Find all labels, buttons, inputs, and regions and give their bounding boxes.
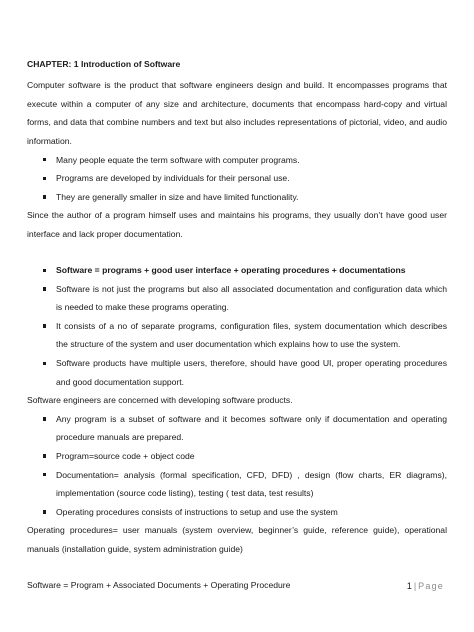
document-body	[27, 55, 447, 594]
list-item	[27, 317, 447, 354]
paragraph-engineers: Software engineers are concerned with developing software products.	[27, 395, 293, 406]
software-definition-text: Software = programs + good user interface + operating procedures + documentations	[56, 265, 406, 276]
blank-line	[27, 559, 447, 576]
list-item-text: Documentation= analysis (formal specification, CFD, DFD) , design (flow charts, ER diagrams), implementation (source code listing), testing ( test data, test results)	[56, 469, 447, 499]
bullet-icon	[43, 473, 46, 476]
page-footer	[407, 581, 444, 591]
bullet-icon	[43, 269, 46, 272]
list-item	[27, 354, 447, 391]
list-item	[27, 169, 447, 188]
paragraph-operating-procedures: Operating procedures= user manuals (system overview, beginner’s guide, reference guide), operational manuals (installation guide, system administration guide)	[27, 525, 447, 554]
bullet-icon	[43, 158, 46, 161]
intro-paragraph: Computer software is the product that software engineers design and build. It encompasses programs that execute within a computer of any size and architecture, documents that encompass hard-copy and virtual forms, and data that combine numbers and text but also includes representations of pictorial, video, and audio information.	[27, 80, 447, 146]
list-item	[27, 447, 447, 466]
paragraph-author: Since the author of a program himself uses and maintains his programs, they usually don’t have good user interface and lack proper documentation.	[27, 210, 447, 239]
footer-separator: |	[413, 581, 417, 591]
paragraph-summary-equation: Software = Program + Associated Documents + Operating Procedure	[27, 579, 291, 590]
blank-line	[27, 244, 447, 262]
list-item	[27, 503, 447, 522]
bullet-icon	[43, 417, 46, 420]
list-item	[27, 466, 447, 503]
bullet-icon	[43, 287, 46, 290]
list-item	[27, 261, 447, 280]
list-item-text: Software is not just the programs but also all associated documentation and configuration data which is needed to make these programs operating.	[56, 283, 447, 313]
list-item	[27, 188, 447, 207]
list-item-text: Many people equate the term software with computer programs.	[56, 154, 300, 165]
list-item-text: Operating procedures consists of instructions to setup and use the system	[56, 506, 338, 517]
bullet-icon	[43, 454, 46, 457]
bullet-list-programs	[27, 151, 447, 207]
chapter-heading: CHAPTER: 1 Introduction of Software	[27, 59, 181, 69]
bullet-icon	[43, 177, 46, 180]
list-item-text: Program=source code + object code	[56, 450, 195, 461]
bullet-icon	[43, 195, 46, 198]
list-item-text: It consists of a no of separate programs, configuration files, system documentation which describes the structure of the system and user documentation which explains how to use the system.	[56, 320, 447, 350]
bullet-list-software	[27, 261, 447, 391]
list-item-text: Software products have multiple users, therefore, should have good UI, proper operating procedures and good documentation support.	[56, 358, 447, 387]
bullet-icon	[43, 362, 46, 365]
bullet-icon	[43, 324, 46, 327]
bullet-icon	[43, 510, 46, 513]
page-label: Page	[418, 581, 444, 591]
list-item	[27, 151, 447, 170]
list-item	[27, 280, 447, 317]
list-item-text: Any program is a subset of software and it becomes software only if documentation and operating procedure manuals are prepared.	[56, 413, 447, 443]
list-item-text: They are generally smaller in size and have limited functionality.	[56, 191, 299, 202]
page-number: 1	[406, 581, 412, 591]
list-item-text: Programs are developed by individuals for their personal use.	[56, 173, 290, 184]
bullet-list-program	[27, 410, 447, 522]
list-item	[27, 410, 447, 447]
